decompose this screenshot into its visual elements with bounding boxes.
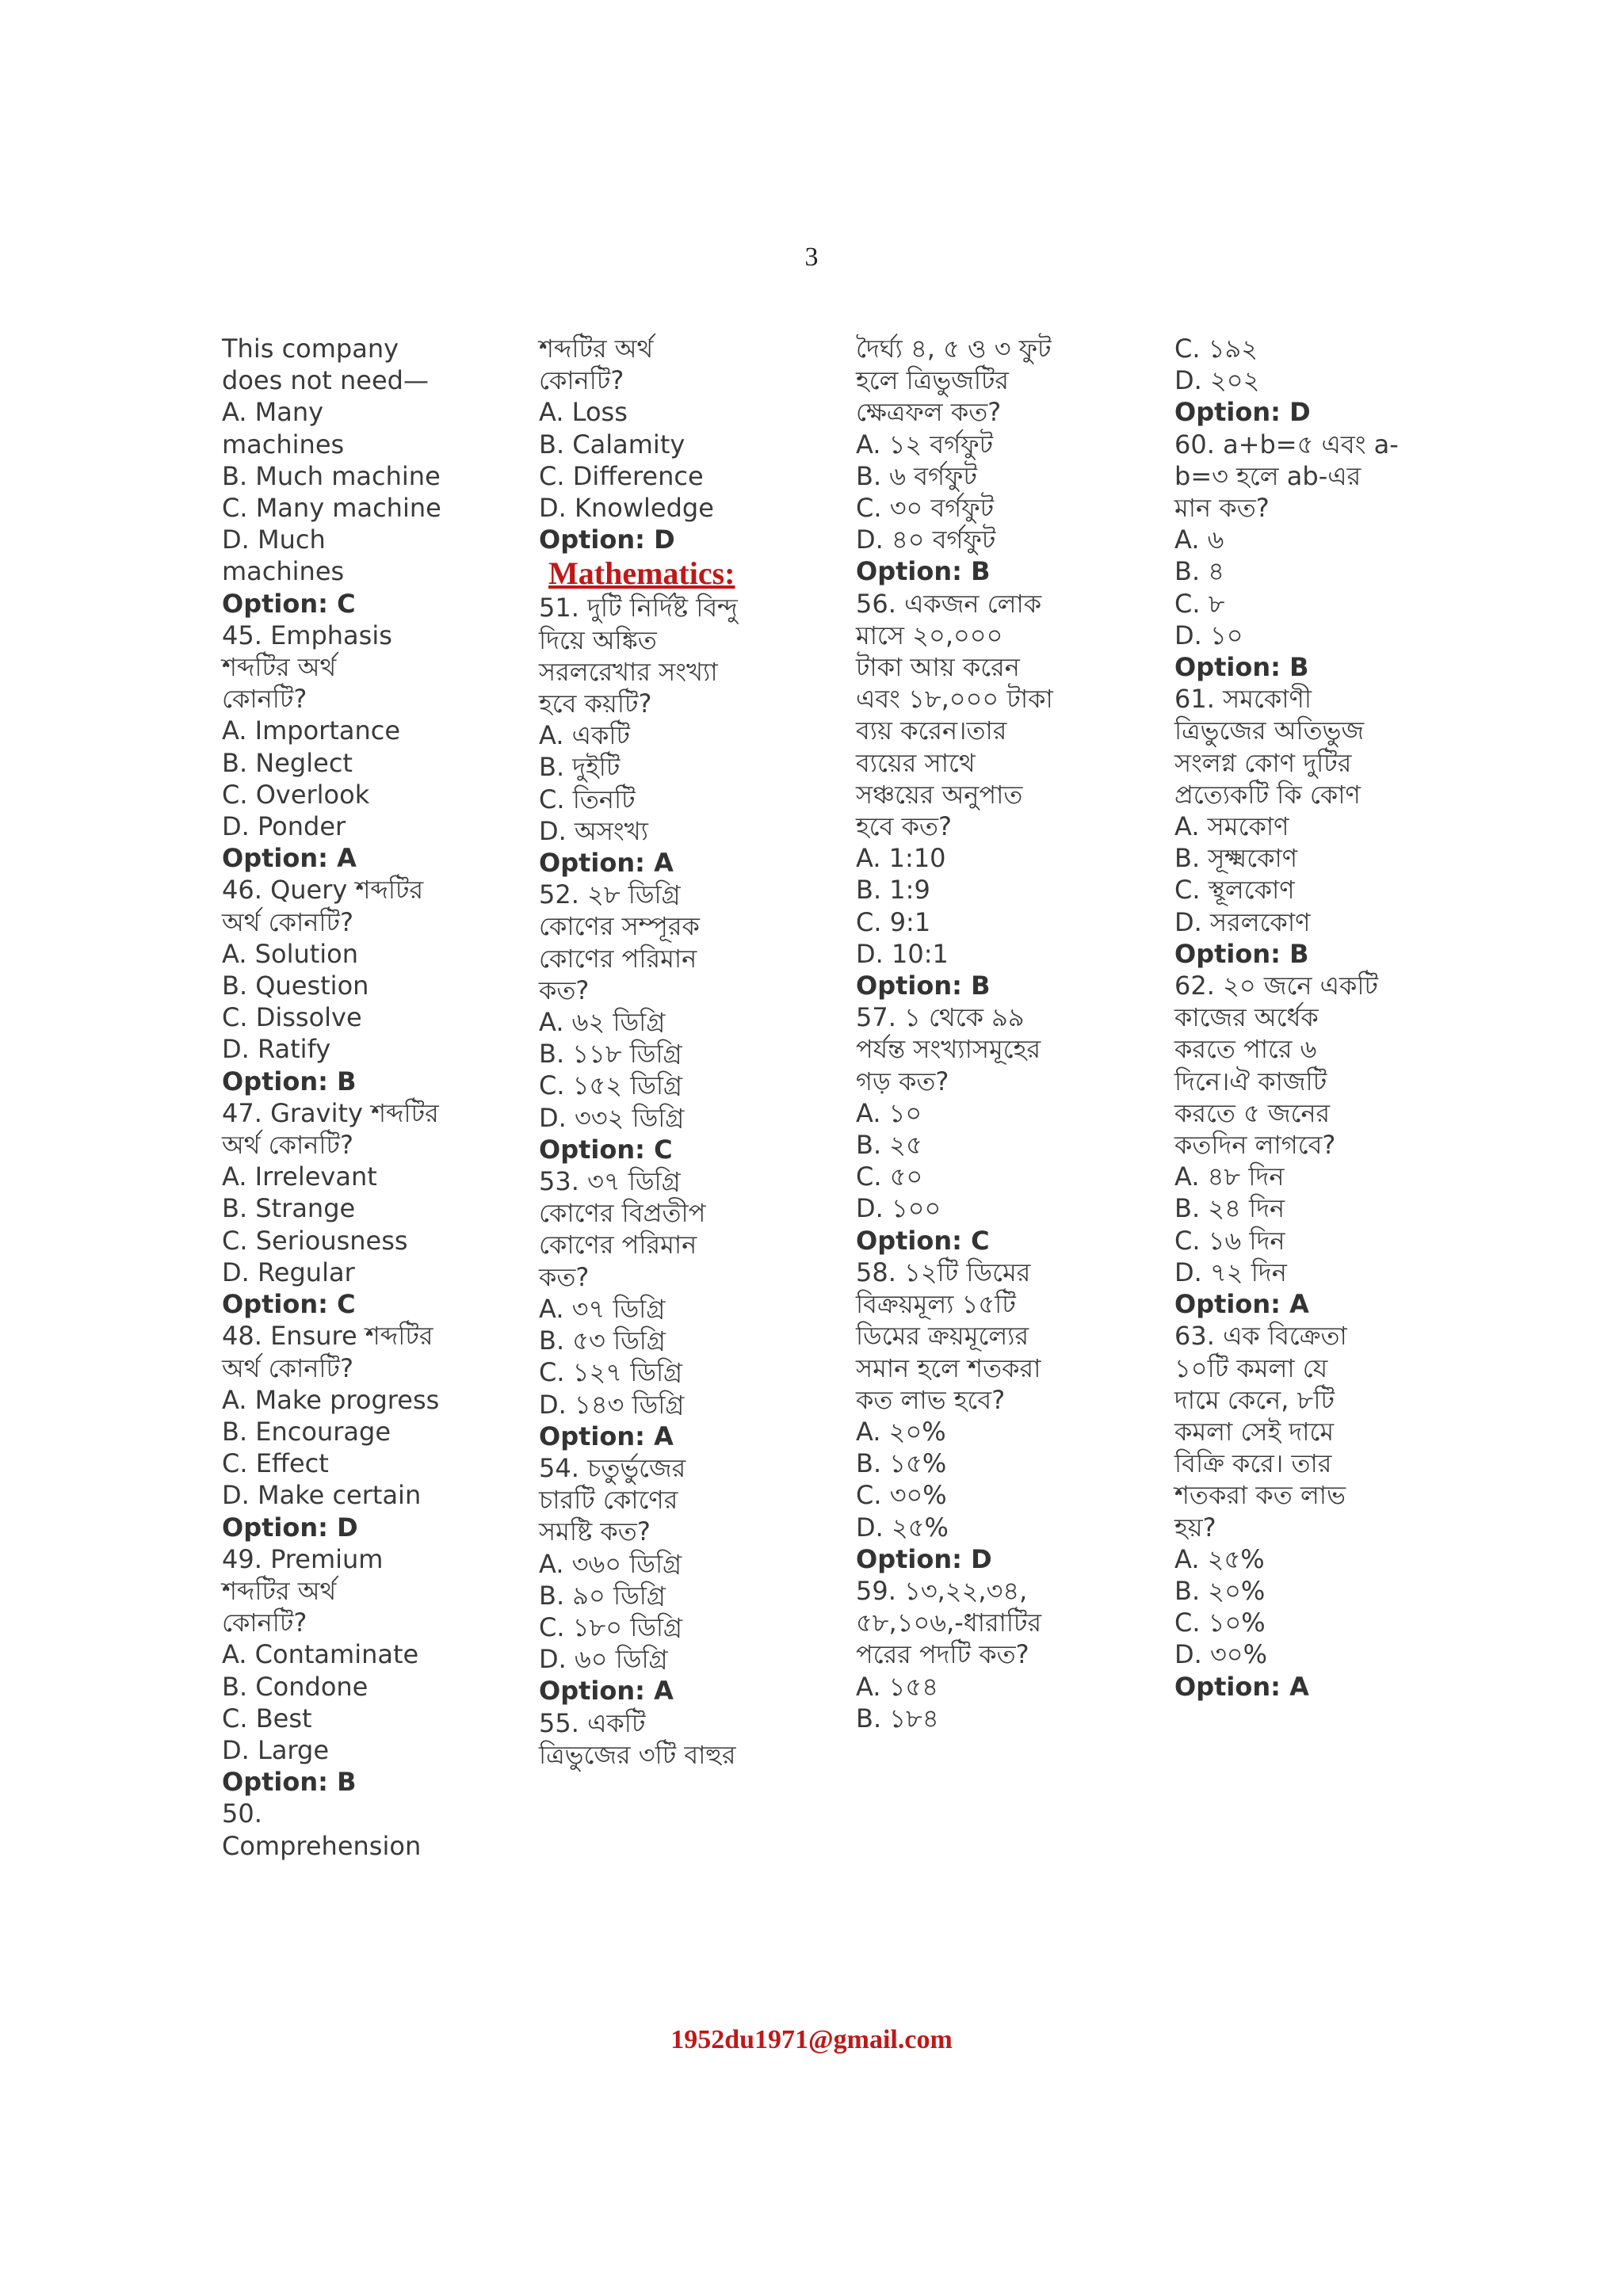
- text-line: machines: [222, 556, 345, 587]
- text-line: মান কত?: [1174, 493, 1270, 524]
- text-line: শব্দটির অর্থ: [222, 1575, 337, 1606]
- choice-line: D. সরলকোণ: [1174, 906, 1311, 937]
- text-line: সমান হলে শতকরা: [856, 1352, 1041, 1383]
- choice-line: B. 1:9: [856, 875, 930, 906]
- choice-line: A. Loss: [539, 397, 628, 428]
- choice-line: A. ৬: [1174, 524, 1224, 555]
- choice-line: A. ৩৭ ডিগ্রি: [539, 1293, 666, 1324]
- answer-option-line: Option: C: [539, 1134, 673, 1165]
- text-line: কোনটি?: [222, 684, 307, 715]
- text-line: প্রত্যেকটি কি কোণ: [1174, 779, 1361, 810]
- choice-line: C. Best: [222, 1703, 312, 1733]
- text-line: কোণের পরিমান: [539, 1230, 697, 1261]
- footer-email: 1952du1971@gmail.com: [670, 2025, 953, 2054]
- choice-line: A. ১৫৪: [856, 1671, 938, 1702]
- choice-line: C. তিনটি: [539, 784, 636, 814]
- choice-line: A. Many: [222, 397, 324, 428]
- choice-line: A. একটি: [539, 720, 630, 751]
- choice-line: B. Encourage: [222, 1416, 391, 1447]
- choice-line: C. ১২৭ ডিগ্রি: [539, 1357, 683, 1388]
- choice-line: B. ৯০ ডিগ্রি: [539, 1580, 666, 1611]
- choice-line: B. Strange: [222, 1193, 356, 1224]
- text-line: চারটি কোণের: [539, 1485, 678, 1516]
- text-line: কোনটি?: [539, 365, 624, 396]
- choice-line: C. Seriousness: [222, 1225, 408, 1256]
- choice-line: D. ৬০ ডিগ্রি: [539, 1644, 668, 1675]
- text-line: ত্রিভুজের ৩টি বাহুর: [539, 1739, 736, 1770]
- text-line: অর্থ কোনটি?: [222, 1352, 353, 1383]
- text-line: কাজের অর্ধেক: [1174, 1002, 1319, 1033]
- answer-option-line: Option: A: [222, 843, 357, 874]
- answer-option-line: Option: D: [222, 1512, 358, 1543]
- choice-line: C. স্থূলকোণ: [1174, 875, 1295, 906]
- choice-line: A. ১২ বর্গফুট: [856, 429, 994, 460]
- answer-option-line: Option: B: [856, 556, 991, 587]
- choice-line: C. ৩০%: [856, 1480, 947, 1511]
- choice-line: B. ১১৮ ডিগ্রি: [539, 1039, 682, 1070]
- text-line: অর্থ কোনটি?: [222, 1130, 353, 1161]
- choice-line: C. 9:1: [856, 906, 931, 937]
- text-line: কত লাভ হবে?: [856, 1384, 1006, 1415]
- text-line: ১০টি কমলা যে: [1174, 1352, 1328, 1383]
- choice-line: C. Overlook: [222, 779, 370, 810]
- text-line: ৫৮,১০৬,-ধারাটির: [856, 1608, 1042, 1638]
- answer-option-line: Option: C: [222, 1289, 356, 1320]
- text-line: অর্থ কোনটি?: [222, 906, 353, 937]
- question-line: 60. a+b=৫ এবং a-: [1174, 429, 1399, 460]
- question-line: 46. Query শব্দটির: [222, 875, 424, 906]
- choice-line: A. Importance: [222, 715, 401, 746]
- text-line: কোনটি?: [222, 1608, 307, 1638]
- text-line: সরলরেখার সংখ্যা: [539, 656, 718, 687]
- choice-line: D. ১০: [1174, 620, 1243, 650]
- text-line: টাকা আয় করেন: [856, 652, 1020, 683]
- answer-option-line: Option: B: [222, 1767, 357, 1798]
- choice-line: A. ১০: [856, 1097, 922, 1128]
- choice-line: B. ২০%: [1174, 1575, 1266, 1606]
- question-line: 59. ১৩,২২,৩৪,: [856, 1575, 1028, 1606]
- choice-line: D. Large: [222, 1734, 330, 1765]
- choice-line: A. 1:10: [856, 843, 946, 874]
- answer-option-line: Option: C: [856, 1225, 990, 1256]
- choice-line: A. সমকোণ: [1174, 811, 1289, 842]
- choice-line: B. সূক্ষ্মকোণ: [1174, 843, 1298, 874]
- choice-line: A. ২০%: [856, 1416, 946, 1447]
- text-line: b=৩ হলে ab-এর: [1174, 460, 1361, 491]
- answer-option-line: Option: A: [539, 848, 674, 879]
- question-line: 52. ২৮ ডিগ্রি: [539, 879, 681, 910]
- text-line: পর্যন্ত সংখ্যাসমূহের: [856, 1034, 1041, 1065]
- text-line: ডিমের ক্রয়মূল্যের: [856, 1321, 1029, 1352]
- choice-line: D. Much: [222, 524, 326, 555]
- text-line: দিনে।ঐ কাজটি: [1174, 1066, 1327, 1097]
- choice-line: C. Many machine: [222, 493, 441, 524]
- question-line: 58. ১২টি ডিমের: [856, 1257, 1031, 1287]
- choice-line: B. ৫৩ ডিগ্রি: [539, 1325, 666, 1356]
- text-line: does not need—: [222, 365, 429, 396]
- choice-line: D. Ratify: [222, 1034, 331, 1065]
- choice-line: A. Solution: [222, 938, 359, 969]
- choice-line: D. ৭২ দিন: [1174, 1257, 1287, 1287]
- choice-line: C. Dissolve: [222, 1002, 362, 1033]
- answer-option-line: Option: B: [856, 971, 991, 1001]
- choice-line: A. ৬২ ডিগ্রি: [539, 1007, 666, 1038]
- choice-line: B. ২৪ দিন: [1174, 1193, 1285, 1224]
- question-line: 56. একজন লোক: [856, 588, 1042, 619]
- text-line: কোণের সম্পূরক: [539, 911, 700, 942]
- answer-option-line: Option: D: [856, 1543, 992, 1574]
- choice-line: A. Irrelevant: [222, 1161, 377, 1192]
- question-line: 45. Emphasis: [222, 620, 392, 650]
- text-line: বিক্রয়মূল্য ১৫টি: [856, 1289, 1016, 1320]
- choice-line: C. Effect: [222, 1448, 329, 1479]
- choice-line: A. Make progress: [222, 1384, 440, 1415]
- text-line: মাসে ২০,০০০: [856, 620, 1003, 650]
- question-line: 62. ২০ জনে একটি: [1174, 971, 1378, 1001]
- choice-line: C. ৮: [1174, 588, 1225, 619]
- choice-line: C. ৩০ বর্গফুট: [856, 493, 995, 524]
- question-line: 57. ১ থেকে ৯৯: [856, 1002, 1025, 1033]
- text-line: শব্দটির অর্থ: [539, 334, 654, 364]
- text-line: শব্দটির অর্থ: [222, 652, 337, 683]
- choice-line: D. ২০২: [1174, 365, 1260, 396]
- text-line: দামে কেনে, ৮টি: [1174, 1384, 1335, 1415]
- text-column-3: [856, 333, 1109, 1734]
- text-column-2: [539, 333, 800, 1771]
- text-line: সংলগ্ন কোণ দুটির: [1174, 747, 1352, 778]
- text-line: কোণের পরিমান: [539, 943, 697, 974]
- choice-line: B. Neglect: [222, 747, 353, 778]
- question-line: 50.: [222, 1798, 262, 1829]
- text-line: কত?: [539, 974, 590, 1005]
- text-line: ব্যয় করেন।তার: [856, 715, 1007, 746]
- text-line: ব্যয়ের সাথে: [856, 747, 976, 778]
- choice-line: B. ২৫: [856, 1130, 922, 1161]
- text-line: করতে ৫ জনের: [1174, 1097, 1331, 1128]
- choice-line: C. ১৬ দিন: [1174, 1225, 1285, 1256]
- text-line: হবে কত?: [856, 811, 953, 842]
- answer-option-line: Option: B: [1174, 938, 1309, 969]
- answer-option-line: Option: C: [222, 588, 356, 619]
- text-line: কোণের বিপ্রতীপ: [539, 1198, 706, 1229]
- page-number: 3: [804, 242, 819, 272]
- choice-line: A. ২৫%: [1174, 1543, 1265, 1574]
- choice-line: A. Contaminate: [222, 1639, 419, 1670]
- answer-option-line: Option: B: [222, 1066, 357, 1097]
- choice-line: D. ১০০: [856, 1193, 941, 1224]
- text-line: বিক্রি করে। তার: [1174, 1448, 1332, 1479]
- choice-line: B. Condone: [222, 1671, 369, 1702]
- choice-line: D. Knowledge: [539, 493, 714, 524]
- choice-line: C. ১৯২: [1174, 334, 1258, 364]
- question-line: 61. সমকোণী: [1174, 684, 1312, 715]
- question-line: 49. Premium: [222, 1543, 384, 1574]
- text-line: ক্ষেত্রফল কত?: [856, 397, 1002, 428]
- question-line: 51. দুটি নির্দিষ্ট বিন্দু: [539, 593, 738, 624]
- text-line: কমলা সেই দামে: [1174, 1416, 1335, 1447]
- answer-option-line: Option: B: [1174, 652, 1309, 683]
- text-line: এবং ১৮,০০০ টাকা: [856, 684, 1053, 715]
- text-line: machines: [222, 429, 345, 460]
- question-line: 53. ৩৭ ডিগ্রি: [539, 1166, 681, 1197]
- choice-line: B. Question: [222, 971, 369, 1001]
- choice-line: A. ৩৬০ ডিগ্রি: [539, 1548, 682, 1579]
- choice-line: D. ৩০%: [1174, 1639, 1268, 1670]
- answer-option-line: Option: A: [539, 1421, 674, 1451]
- section-heading: Mathematics:: [548, 555, 735, 592]
- choice-line: D. Ponder: [222, 811, 346, 842]
- text-line: করতে পারে ৬: [1174, 1034, 1317, 1065]
- text-line: দিয়ে অঙ্কিত: [539, 624, 657, 655]
- question-line: 55. একটি: [539, 1707, 646, 1738]
- text-line: শতকরা কত লাভ: [1174, 1480, 1346, 1511]
- choice-line: C. ১০%: [1174, 1608, 1266, 1638]
- answer-option-line: Option: D: [1174, 397, 1311, 428]
- choice-line: D. Regular: [222, 1257, 355, 1287]
- answer-option-line: Option: D: [539, 524, 675, 555]
- choice-line: C. Difference: [539, 460, 704, 491]
- question-line: 63. এক বিক্রেতা: [1174, 1321, 1347, 1352]
- choice-line: B. Much machine: [222, 460, 441, 491]
- text-line: সঞ্চয়ের অনুপাত: [856, 779, 1023, 810]
- choice-line: B. Calamity: [539, 429, 685, 460]
- choice-line: B. দুইটি: [539, 752, 621, 783]
- choice-line: D. 10:1: [856, 938, 949, 969]
- choice-line: D. ৩৩২ ডিগ্রি: [539, 1102, 685, 1133]
- question-line: 47. Gravity শব্দটির: [222, 1097, 439, 1128]
- choice-line: C. ৫০: [856, 1161, 923, 1192]
- question-line: 48. Ensure শব্দটির: [222, 1321, 433, 1352]
- text-line: হয়?: [1174, 1512, 1216, 1543]
- text-line: হবে কয়টি?: [539, 688, 652, 719]
- answer-option-line: Option: A: [1174, 1671, 1309, 1702]
- answer-option-line: Option: A: [539, 1676, 674, 1707]
- text-line: হলে ত্রিভুজটির: [856, 365, 1010, 396]
- choice-line: D. অসংখ্য: [539, 815, 648, 846]
- question-line: 54. চতুর্ভুজের: [539, 1452, 686, 1483]
- choice-line: A. ৪৮ দিন: [1174, 1161, 1285, 1192]
- choice-line: D. ৪০ বর্গফুট: [856, 524, 996, 555]
- choice-line: D. ১৪৩ ডিগ্রি: [539, 1389, 685, 1420]
- text-line: ত্রিভুজের অতিভুজ: [1174, 715, 1365, 746]
- choice-line: B. ৪: [1174, 556, 1225, 587]
- text-line: কতদিন লাগবে?: [1174, 1130, 1336, 1161]
- text-line: কত?: [539, 1261, 590, 1292]
- choice-line: D. Make certain: [222, 1480, 422, 1511]
- text-line: গড় কত?: [856, 1066, 949, 1097]
- text-line: Comprehension: [222, 1830, 422, 1861]
- text-column-1: [222, 333, 460, 1862]
- text-line: দৈর্ঘ্য ৪, ৫ ও ৩ ফুট: [856, 334, 1052, 364]
- choice-line: B. ১৫%: [856, 1448, 947, 1479]
- text-line: সমষ্টি কত?: [539, 1516, 651, 1547]
- choice-line: B. ১৮৪: [856, 1703, 939, 1733]
- text-line: পরের পদটি কত?: [856, 1639, 1029, 1670]
- answer-option-line: Option: A: [1174, 1289, 1309, 1320]
- text-line: This company: [222, 334, 399, 364]
- choice-line: C. ১৫২ ডিগ্রি: [539, 1070, 683, 1101]
- text-column-4: [1174, 333, 1428, 1703]
- choice-line: B. ৬ বর্গফুট: [856, 460, 977, 491]
- choice-line: D. ২৫%: [856, 1512, 949, 1543]
- choice-line: C. ১৮০ ডিগ্রি: [539, 1611, 683, 1642]
